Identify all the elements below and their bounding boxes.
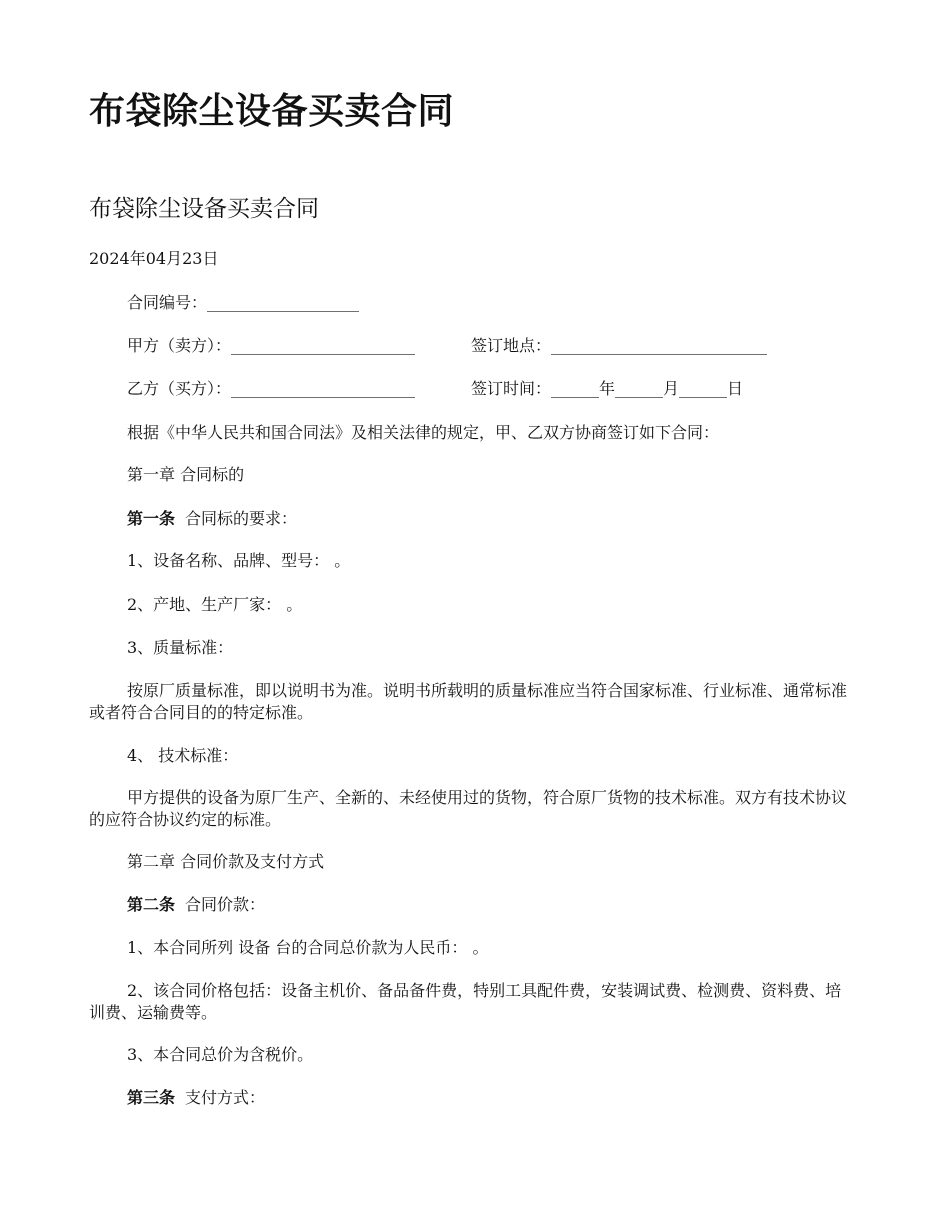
quality-standard-paragraph: 按原厂质量标准，即以说明书为准。说明书所载明的质量标准应当符合国家标准、行业标准、通常标准或者符合合同目的的特定标准。 (89, 681, 848, 722)
technical-standard-paragraph: 甲方提供的设备为原厂生产、全新的、未经使用过的货物，符合原厂货物的技术标准。双方有技术协议的应符合协议约定的标准。 (89, 788, 848, 829)
party-a-field: 甲方（卖方）：_______________________ (127, 336, 416, 355)
article-1-text: 合同标的要求： (185, 509, 298, 528)
chapter-1-heading: 第一章 合同标的 (127, 465, 245, 484)
item-equipment-name: 1、设备名称、品牌、型号： 。 (127, 551, 351, 570)
article-1 (127, 508, 297, 530)
chapter-2-heading: 第二章 合同价款及支付方式 (127, 852, 325, 871)
intro-paragraph: 根据《中华人民共和国合同法》及相关法律的规定，甲、乙双方协商签订如下合同： (127, 423, 720, 442)
article-3-label: 第三条 (127, 1088, 176, 1107)
sign-time-field: 签订时间：______年______月______日 (471, 379, 744, 398)
article-3-text: 支付方式： (185, 1088, 266, 1107)
item-origin: 2、产地、生产厂家： 。 (127, 595, 303, 614)
sign-place-field: 签订地点：___________________________ (471, 336, 768, 355)
item-quality-standard: 3、质量标准： (127, 638, 234, 657)
article-1-label: 第一条 (127, 509, 176, 528)
contract-number-field: 合同编号：___________________ (127, 293, 360, 312)
price-item-3: 3、本合同总价为含税价。 (127, 1045, 314, 1064)
price-item-1: 1、本合同所列 设备 台的合同总价款为人民币： 。 (127, 938, 489, 957)
party-b-field: 乙方（买方）：_______________________ (127, 379, 416, 398)
price-item-2: 2、该合同价格包括：设备主机价、备品备件费，特别工具配件费，安装调试费、检测费、资料费、培训费、运输费等。 (89, 981, 842, 1022)
article-2-label: 第二条 (127, 895, 176, 914)
contract-subtitle: 布袋除尘设备买卖合同 (89, 196, 319, 222)
item-technical-standard: 4、 技术标准： (127, 746, 239, 765)
article-2 (127, 894, 265, 916)
article-2-text: 合同价款： (185, 895, 266, 914)
document-date: 2024年04月23日 (89, 249, 219, 268)
article-3 (127, 1087, 265, 1109)
document-title: 布袋除尘设备买卖合同 (89, 91, 455, 132)
